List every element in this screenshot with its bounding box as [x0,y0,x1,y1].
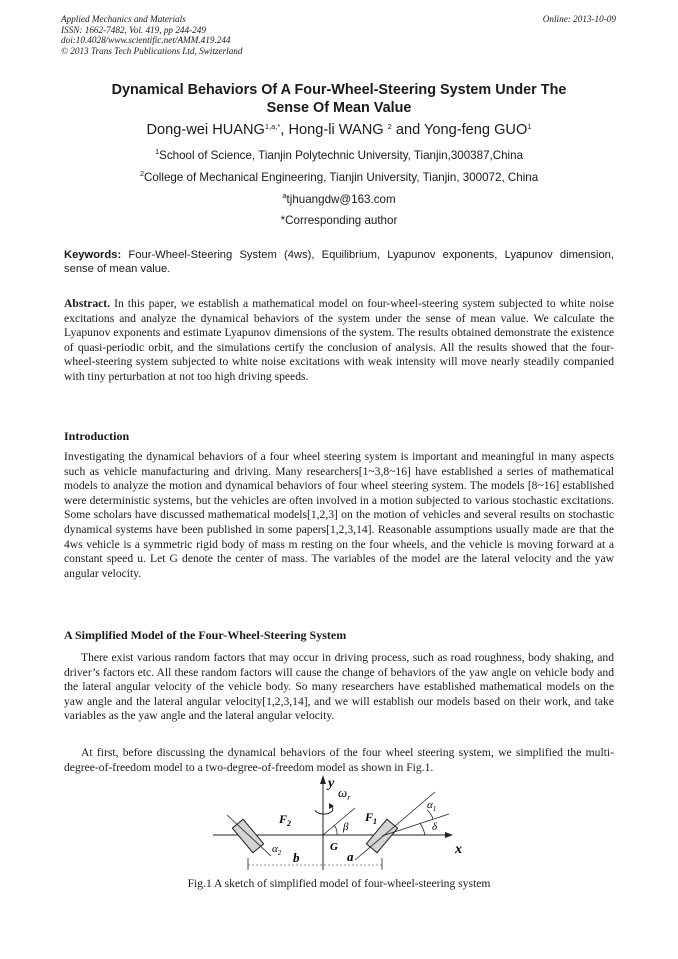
affiliation-1-marker: 1 [154,147,160,156]
affiliation-2-text: College of Mechanical Engineering, Tianjin University, Tianjin, 300072, China [143,171,539,184]
abstract-text: In this paper, we establish a mathematical model on four-wheel-steering system subjected to white noise excitations and analyze the dynamical behaviors of the system under the sense of mean value. We calculate the Lyapunov exponents and estimate Lyapunov dimensions of the system. The results obtained demonstrate the existence of quasi-periodic orbit, and the simulations certify the conclusion of analysis. All the results showed that the four-wheel-steering system subjected to white noise excitations with weak intensity will move nearly steadily companied with tiny perturbation at not too high driving speeds. [64,297,614,383]
f2-label [278,812,291,828]
journal-metadata [61,14,242,56]
f2-symbol: F [279,812,288,826]
author-separator: and Yong-feng GUO [391,122,528,138]
abstract-label: Abstract. [64,297,111,310]
corresponding-author-note: *Corresponding author [280,214,398,227]
author-list [60,122,618,138]
author-separator: , Hong-li WANG [280,122,388,138]
beta-label: β [343,821,349,833]
affiliation-2-marker: 2 [139,169,144,178]
y-axis-label: y [328,776,335,791]
x-axis-arrowhead [445,832,453,838]
email [60,193,618,206]
author-3-marker: 1 [527,122,532,131]
rear-distance-label: b [293,850,300,865]
front-wheel-axis [355,792,435,860]
omega-label [338,785,351,802]
affiliation-1 [60,149,618,162]
front-distance-label: a [347,849,354,864]
alpha2-subscript: 2 [277,849,282,857]
delta-angle-arc [420,823,425,835]
title-line-2: Sense Of Mean Value [266,100,412,116]
velocity-direction-line [323,808,355,835]
affiliation-1-text: School of Science, Tianjin Polytechnic University, Tianjin,300387,China [159,149,524,162]
f1-label [364,810,377,826]
doi-line: doi:10.4028/www.scientific.net/AMM.419.244 [61,35,231,46]
omega-symbol: ω [338,785,348,800]
author-2-marker: 2 [387,122,392,131]
email-text: tjhuangdw@163.com [286,193,396,206]
online-date: Online: 2013-10-09 [542,14,616,24]
section-heading: A Simplified Model of the Four-Wheel-Steering System [64,628,347,642]
author-1-marker: 1,a,* [264,122,281,131]
copyright-line: © 2013 Trans Tech Publications Ltd, Switzerland [61,45,243,56]
omega-subscript: r [347,793,351,802]
keywords [64,248,614,276]
vehicle-model-diagram [205,770,475,875]
figure-caption: Fig.1 A sketch of simplified model of four-wheel-steering system [187,877,491,890]
email-marker: a [282,191,287,200]
affiliation-2 [60,171,618,184]
keywords-label: Keywords: [64,249,122,261]
section-paragraph-1: There exist various random factors that may occur in driving process, such as road roughness, body shaking, and driver’s factors etc. All these random factors will cause the change of behaviors of the yaw angle on vehicle body and the lateral angular velocity of the vehicle body. So many researchers have established mathematical models on the yaw angle and the lateral angular velocity[1,2,3,14], and we will establish our models based on their work, and take variables as the yaw angle and the lateral angular velocity. [64,651,614,723]
beta-angle-arc [334,825,337,835]
author-1: Dong-wei HUANG [146,122,265,138]
section-paragraph-2: At first, before discussing the dynamical behaviors of the four wheel steering system, we simplified the multi-degree-of-freedom model to a two-degree-of-freedom model as shown in Fig.1. [64,746,614,774]
alpha1-label [427,799,436,813]
paper-title [60,81,618,117]
keywords-text: Four-Wheel-Steering System (4ws), Equilibrium, Lyapunov exponents, Lyapunov dimension, sense of mean value. [64,249,614,275]
introduction-paragraph: Investigating the dynamical behaviors of a four wheel steering system is important and meaningful in many aspects such as vehicle manufacturing and driving. Many researchers[1~3,8~16] have established a series of mathematical models to analyze the motion and dynamical behaviors of four wheel steering system. The models [8~16] established were deterministic systems, but the vehicles are often involved in a motion subjected to various stochastic excitations. Some scholars have discussed mathematical models[1,2,3] on the motion of vehicles and several results on stochastic dynamical systems have been published in some papers[1,2,3,14]. Reasonable assumptions usually made are that the 4ws vehicle is a symmetric rigid body of mass m resting on the four wheels, and the vehicle is moving forward at a constant speed u. Let G denote the center of mass. The variables of the model are the lateral velocity and the yaw angular velocity. [64,450,614,580]
x-axis-label: x [455,842,462,857]
f1-subscript: 1 [373,817,378,826]
f2-subscript: 2 [287,819,292,828]
alpha2-label [272,843,282,857]
center-of-mass-label: G [330,841,338,853]
issn-line: ISSN: 1662-7482, Vol. 419, pp 244-249 [61,24,206,35]
abstract [64,297,614,385]
introduction-heading: Introduction [64,429,130,443]
alpha2-symbol: α [272,843,278,855]
delta-label: δ [432,821,438,833]
alpha1-symbol: α [427,799,433,811]
f1-symbol: F [365,810,374,824]
journal-name: Applied Mechanics and Materials [61,14,186,24]
title-line-1: Dynamical Behaviors Of A Four-Wheel-Steering System Under The [111,82,567,98]
y-axis-arrowhead [320,775,326,784]
alpha1-subscript: 1 [432,805,437,813]
